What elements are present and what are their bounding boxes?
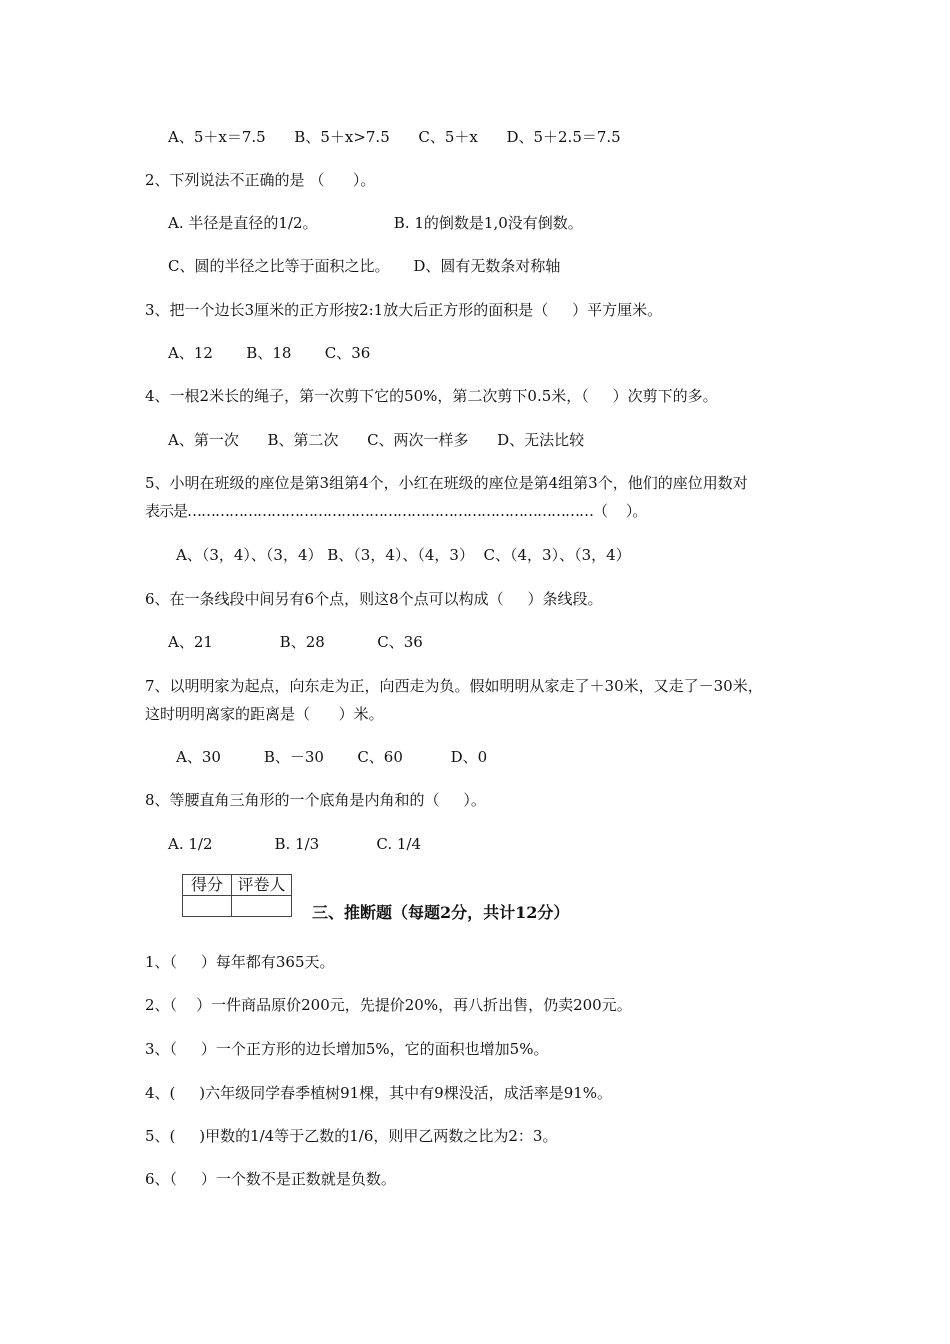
- q1-options: A、5＋x＝7.5 B、5＋x>7.5 C、5＋x D、5＋2.5＝7.5: [168, 128, 621, 146]
- score-cell: [183, 896, 232, 917]
- q2-options-row2: C、圆的半径之比等于面积之比。 D、圆有无数条对称轴: [168, 257, 561, 275]
- q8-stem: 8、等腰直角三角形的一个底角是内角和的（ ）。: [145, 791, 486, 809]
- judge-1: 1、（ ）每年都有365天。: [145, 953, 335, 971]
- score-label: 得分: [183, 875, 232, 896]
- q7-options: A、30 B、－30 C、60 D、0: [176, 748, 488, 766]
- q7-stem-line2: 这时明明离家的距离是（ ）米。: [145, 705, 384, 723]
- q8-options: A. 1/2 B. 1/3 C. 1/4: [168, 835, 422, 853]
- q3-options: A、12 B、18 C、36: [168, 344, 371, 362]
- q5-stem-line2: 表示是……………………………………………………………………………（ ）。: [145, 502, 647, 520]
- section-title: 三、推断题（每题2分，共计12分）: [312, 903, 570, 922]
- q6-options: A、21 B、28 C、36: [168, 633, 423, 651]
- q7-stem-line1: 7、以明明家为起点，向东走为正，向西走为负。假如明明从家走了＋30米，又走了－30米，: [145, 677, 763, 695]
- q5-stem-line1: 5、小明在班级的座位是第3组第4个，小红在班级的座位是第4组第3个，他们的座位用数对: [145, 474, 748, 492]
- q3-stem: 3、把一个边长3厘米的正方形按2:1放大后正方形的面积是（ ）平方厘米。: [145, 301, 663, 319]
- judge-3: 3、（ ）一个正方形的边长增加5%，它的面积也增加5%。: [145, 1040, 549, 1058]
- q2-options-row1: A. 半径是直径的1/2。 B. 1的倒数是1,0没有倒数。: [168, 214, 583, 232]
- judge-6: 6、（ ）一个数不是正数就是负数。: [145, 1170, 396, 1188]
- q4-options: A、第一次 B、第二次 C、两次一样多 D、无法比较: [168, 431, 585, 449]
- grader-cell: [232, 896, 292, 917]
- judge-4: 4、( )六年级同学春季植树91棵，其中有9棵没活，成活率是91%。: [145, 1084, 613, 1102]
- q5-options: A、（3，4）、（3，4） B、（3，4）、（4，3） C、（4，3）、（3，4）: [176, 546, 631, 564]
- q4-stem: 4、一根2米长的绳子，第一次剪下它的50%，第二次剪下0.5米，（ ）次剪下的多。: [145, 387, 718, 405]
- judge-5: 5、( )甲数的1/4等于乙数的1/6，则甲乙两数之比为2：3。: [145, 1127, 558, 1145]
- q6-stem: 6、在一条线段中间另有6个点，则这8个点可以构成（ ）条线段。: [145, 590, 603, 608]
- score-table: [182, 874, 292, 917]
- grader-label: 评卷人: [232, 875, 292, 896]
- q2-stem: 2、下列说法不正确的是 （ ）。: [145, 171, 376, 189]
- judge-2: 2、（ ）一件商品原价200元，先提价20%，再八折出售，仍卖200元。: [145, 996, 632, 1014]
